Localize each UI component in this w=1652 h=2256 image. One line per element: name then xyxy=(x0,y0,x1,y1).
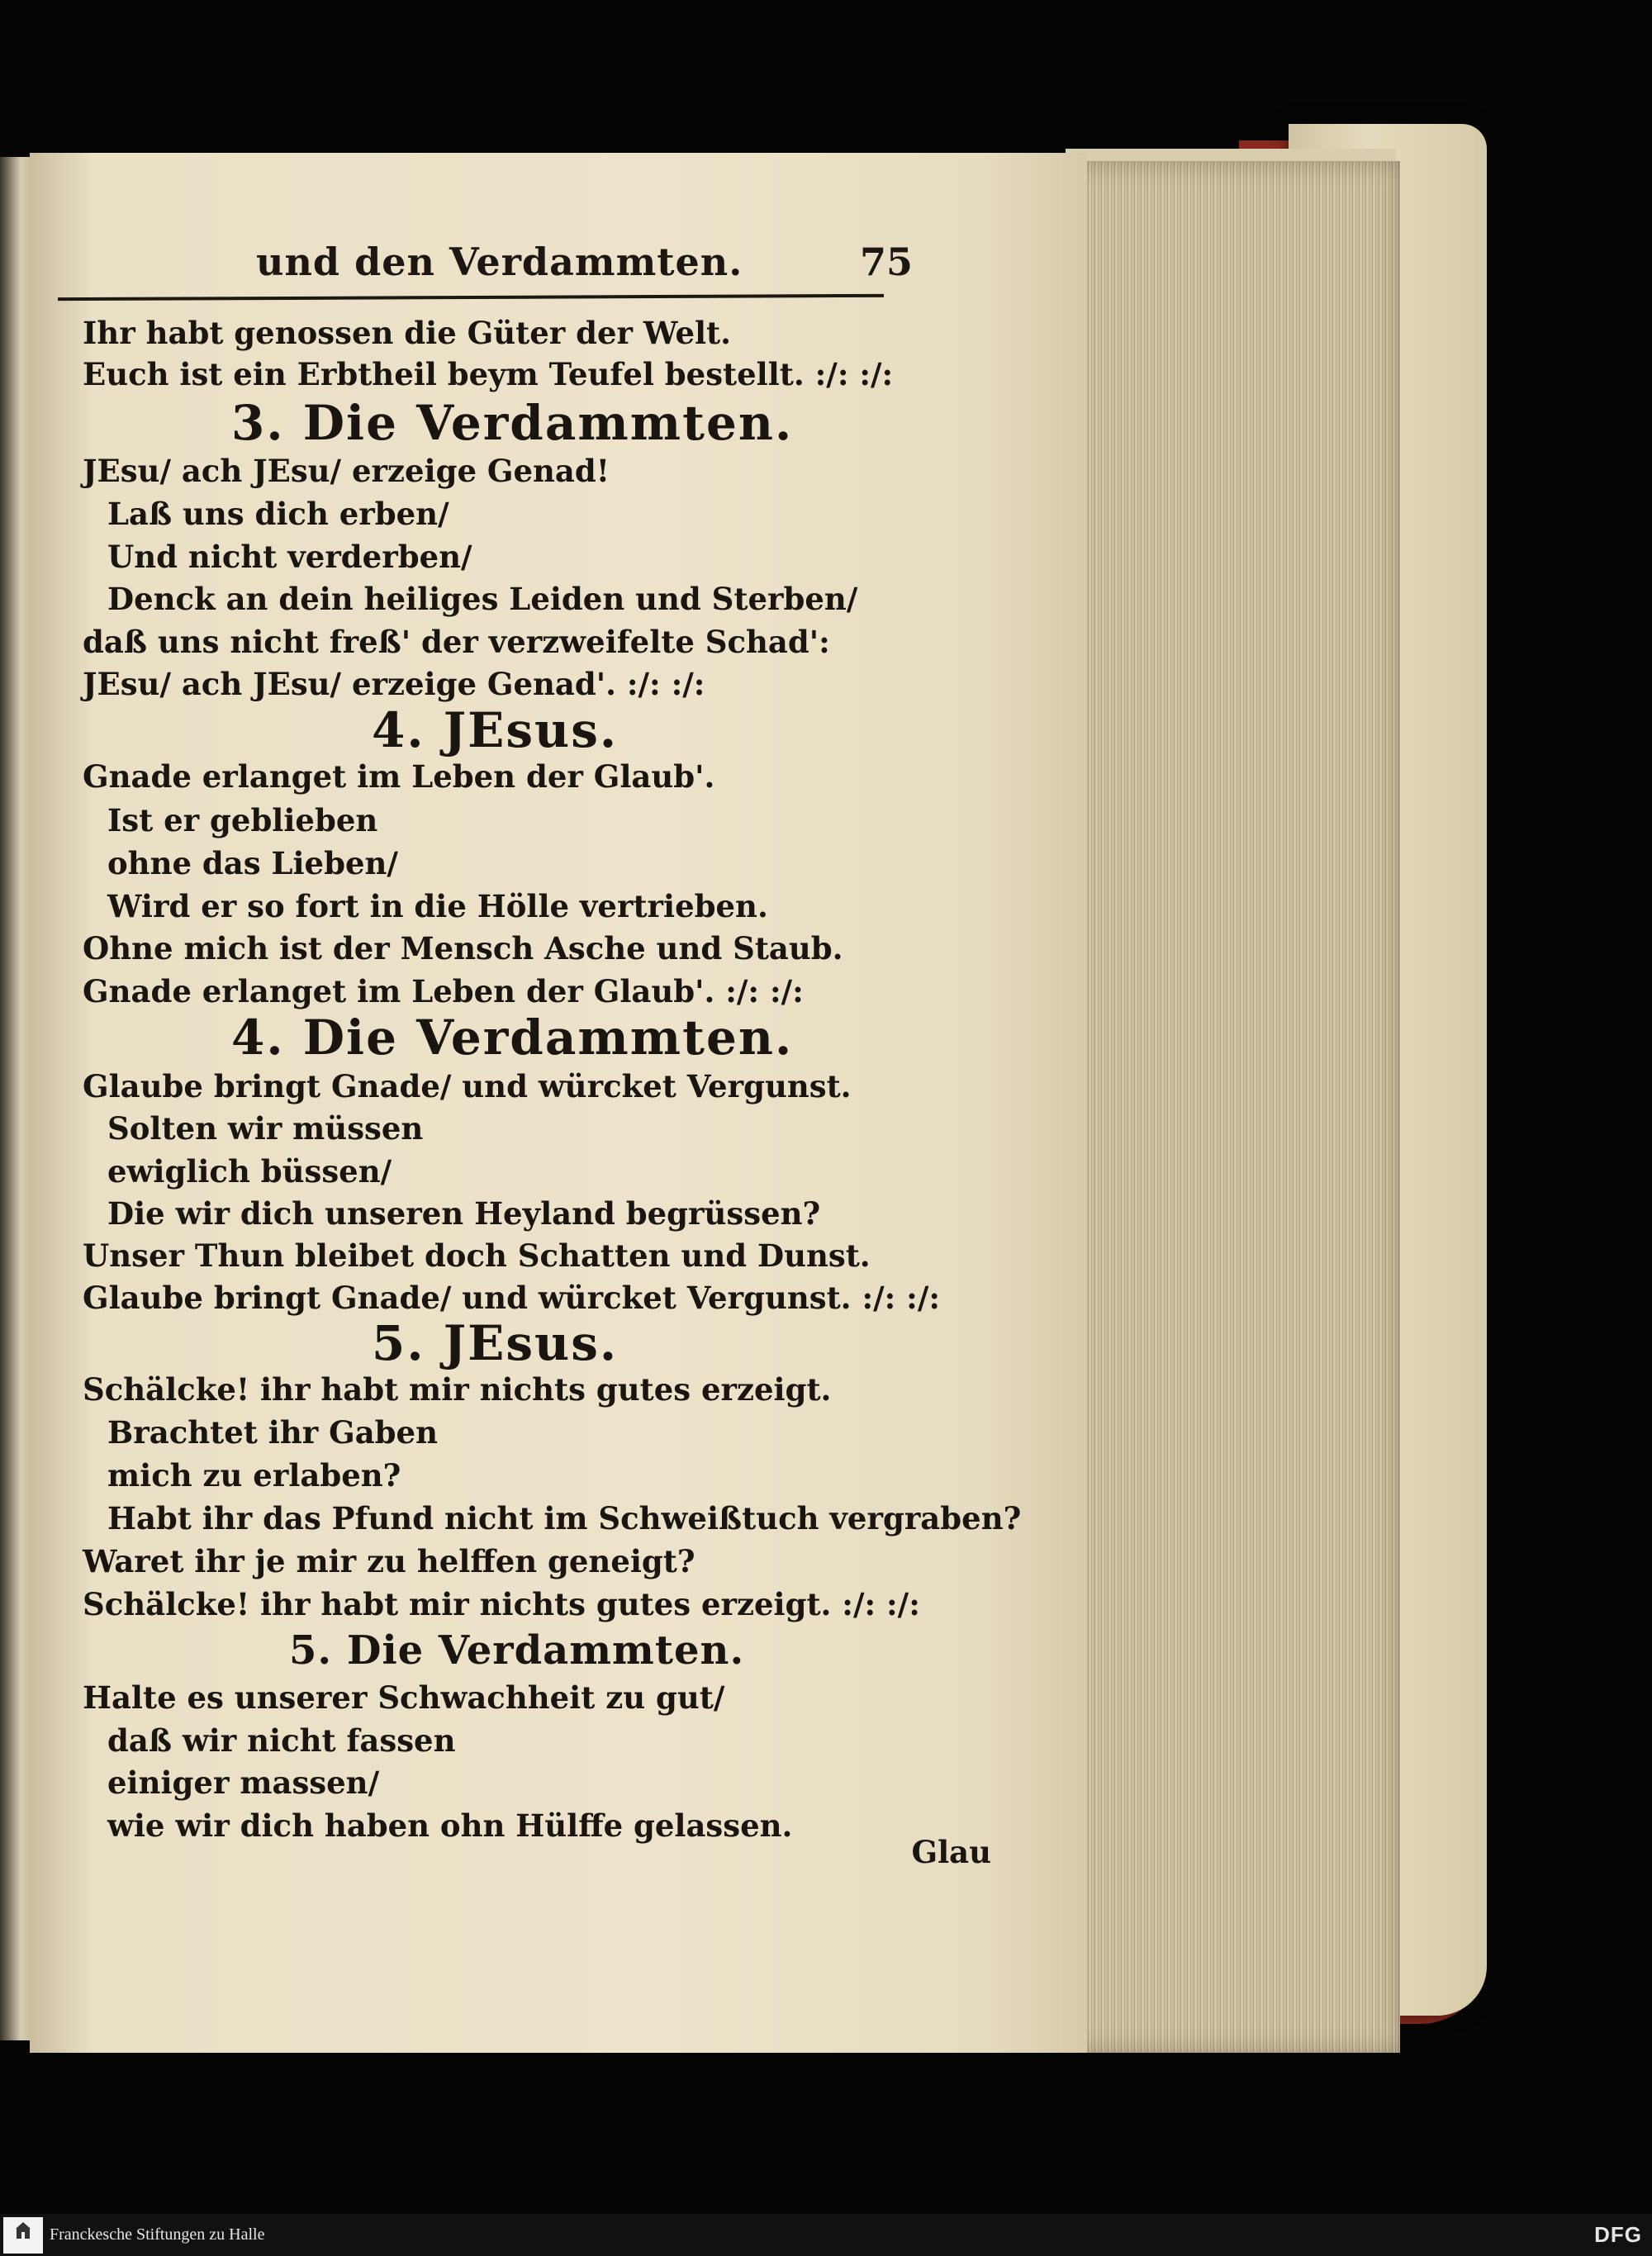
text-line: Euch ist ein Erbtheil beym Teufel bestellt. :/: :/: xyxy=(83,356,894,392)
text-line: Gnade erlanget im Leben der Glaub'. xyxy=(83,758,715,795)
left-page-edge xyxy=(0,157,30,2040)
page-number: 75 xyxy=(859,240,913,284)
section-heading: 5. JEsus. xyxy=(372,1315,619,1371)
text-line: Halte es unserer Schwachheit zu gut/ xyxy=(83,1679,725,1716)
section-heading: 3. Die Verdammten. xyxy=(231,395,794,451)
running-head: und den Verdammten. xyxy=(256,240,743,284)
section-heading: 5. Die Verdammten. xyxy=(289,1627,745,1674)
text-line: Brachtet ihr Gaben xyxy=(107,1414,438,1451)
text-line: Glaube bringt Gnade/ und würcket Vergunst. :/: :/: xyxy=(83,1280,940,1316)
page-header xyxy=(219,240,913,297)
text-line: Die wir dich unseren Heyland begrüssen? xyxy=(107,1195,821,1232)
text-line: Ohne mich ist der Mensch Asche und Staub. xyxy=(83,930,843,967)
text-line: Denck an dein heiliges Leiden und Sterben/ xyxy=(107,581,858,617)
institution-logo[interactable] xyxy=(3,2217,43,2254)
text-line: Waret ihr je mir zu helffen geneigt? xyxy=(83,1543,695,1579)
viewer-footer xyxy=(0,2214,1652,2256)
text-line: einiger massen/ xyxy=(107,1764,380,1801)
institution-name[interactable]: Franckesche Stiftungen zu Halle xyxy=(50,2225,265,2244)
text-line: Ihr habt genossen die Güter der Welt. xyxy=(83,315,732,351)
text-line: Unser Thun bleibet doch Schatten und Dunst. xyxy=(83,1237,871,1274)
building-icon xyxy=(15,2220,31,2240)
text-line: Schälcke! ihr habt mir nichts gutes erzeigt. :/: :/: xyxy=(83,1586,920,1622)
text-line: Solten wir müssen xyxy=(107,1110,424,1147)
text-line: Wird er so fort in die Hölle vertrieben. xyxy=(107,888,768,924)
text-line: ohne das Lieben/ xyxy=(107,845,398,881)
section-heading: 4. Die Verdammten. xyxy=(231,1009,794,1066)
text-line: Und nicht verderben/ xyxy=(107,539,472,575)
page-block-edges xyxy=(1066,161,1400,2053)
text-line: Glaube bringt Gnade/ und würcket Vergunst. xyxy=(83,1068,852,1104)
text-line: ewiglich büssen/ xyxy=(107,1153,392,1190)
dfg-logo[interactable]: DFG xyxy=(1594,2222,1642,2247)
catchword: Glau xyxy=(911,1834,991,1870)
section-heading: 4. JEsus. xyxy=(372,702,619,758)
text-line: daß wir nicht fassen xyxy=(107,1722,456,1759)
text-line: daß uns nicht freß' der verzweifelte Schad': xyxy=(83,624,830,660)
text-line: Habt ihr das Pfund nicht im Schweißtuch vergraben? xyxy=(107,1500,1022,1536)
text-line: JEsu/ ach JEsu/ erzeige Genad! xyxy=(83,453,610,489)
text-line: mich zu erlaben? xyxy=(107,1457,401,1494)
text-line: JEsu/ ach JEsu/ erzeige Genad'. :/: :/: xyxy=(83,666,705,702)
text-line: wie wir dich haben ohn Hülffe gelassen. xyxy=(107,1807,793,1844)
text-line: Gnade erlanget im Leben der Glaub'. :/: :/: xyxy=(83,973,804,1009)
text-line: Laß uns dich erben/ xyxy=(107,496,449,532)
text-line: Ist er geblieben xyxy=(107,802,378,838)
text-line: Schälcke! ihr habt mir nichts gutes erzeigt. xyxy=(83,1371,832,1408)
